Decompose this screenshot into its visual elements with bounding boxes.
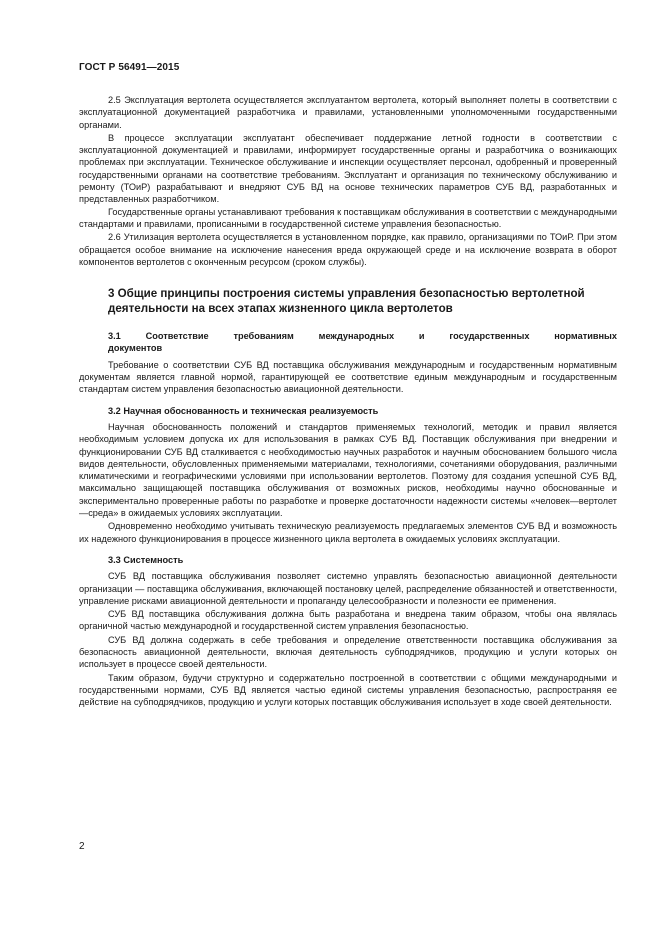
- paragraph-3-3-b: СУБ ВД поставщика обслуживания должна быть разработана и внедрена таким образом, чтобы она являлась органичной частью международной и государственной систем управления безопасностью.: [79, 609, 617, 632]
- subsection-3-1-title-line1: 3.1 Соответствие требованиям международных и государственных нормативных: [108, 331, 617, 342]
- paragraph-3-2-b: Одновременно необходимо учитывать техническую реализуемость предлагаемых элементов СУБ ВД и возможность их надежного функционирования в процессе жизненного цикла вертолета в ожидаемых условиях эксплуатации.: [79, 521, 617, 544]
- subsection-3-2-title: 3.2 Научная обоснованность и техническая реализуемость: [108, 405, 379, 416]
- paragraph-3-3-a: СУБ ВД поставщика обслуживания позволяет системно управлять безопасностью авиационной деятельности организации — поставщика обслуживания, включающей постановку целей, распределение обязанностей и ответственности, управление рисками авиационной деятельности и пропаганду целесообразности и полезности ее применения.: [79, 571, 617, 606]
- paragraph-3-3-c: СУБ ВД должна содержать в себе требования и определение ответственности поставщика обслуживания за безопасность авиационной деятельности, включая деятельность субподрядчиков, продукцию и услуги которых он использует в процессе своей деятельности.: [79, 634, 617, 670]
- document-header-standard: ГОСТ Р 56491—2015: [79, 62, 180, 73]
- subsection-3-3-title: 3.3 Системность: [108, 554, 184, 565]
- page-number: 2: [79, 841, 85, 852]
- paragraph-3-3-d: Таким образом, будучи структурно и содержательно построенной в соответствии с общими международными и государственными нормами, СУБ ВД является частью единой системы управления безопасностью, распространяя ее действие на субподрядчиков, продукцию и услуги которых поставщик обслуживания использует в ходе своей деятельности.: [79, 672, 617, 708]
- document-body: [79, 94, 617, 708]
- paragraph-2-6: 2.6 Утилизация вертолета осуществляется в установленном порядке, как правило, организациями по ТОиР. При этом обращается особое внимание на исключение нанесения вреда окружающей среде и на исключение возврата в оборот компонентов вертолетов с оконченным ресурсом (сроком службы).: [79, 232, 617, 267]
- paragraph-2-5: 2.5 Эксплуатация вертолета осуществляется эксплуатантом вертолета, который выполняет полеты в соответствии с эксплуатационной документацией разработчика и правилами, установленными уполномоченными государственными органами.: [79, 95, 617, 130]
- subsection-3-1-title-line2: документов: [108, 343, 163, 354]
- paragraph-state-bodies: Государственные органы устанавливают требования к поставщикам обслуживания в соответствии с международными стандартами и правилами, прописанными в государственной системе управления безопасностью.: [79, 206, 617, 229]
- paragraph-3-1: Требование о соответствии СУБ ВД поставщика обслуживания международным и государственным нормативным документам является главной нормой, гарантирующей ее соответствие единым международным и государственным стандартам систем управления безопасностью авиационной деятельности.: [79, 359, 617, 395]
- paragraph-3-2-a: Научная обоснованность положений и стандартов применяемых технологий, методик и правил является необходимым условием допуска их для использования в рамках СУБ ВД. Поставщик обслуживания при внедрении и функционировании СУБ ВД сталкивается с необходимостью научных разработок и научным обоснованием большого числа видов деятельности, обусловленных применяемыми материалами, технологиями, сочетаниями оборудования, различными климатическими и географическими условиями при использовании вертолетов. Поэтому для создания успешной СУБ ВД, максимально защищающей поставщика обслуживания от возможных рисков, необходимы научно обоснованные и экспериментально проверенные работы по разработке и проверке достаточности надежности системы «человек—вертолет—среда» в ожидаемых условиях эксплуатации.: [79, 421, 617, 519]
- paragraph-operation: В процессе эксплуатации эксплуатант обеспечивает поддержание летной годности в соответствии с эксплуатационной документацией и правилами, информирует государственные органы и разработчика о возникающих проблемах при эксплуатации. Техническое обслуживание и инспекции осуществляет персонал, одобренный и проверенный государственными органами на соответствие требованиям. Эксплуатант и организация по техническому обслуживанию и ремонту (ТОиР) разрабатывают и внедряют СУБ ВД на основе технических параметров СУБ ВД, разработанных и представленных разработчиком.: [79, 132, 617, 205]
- subsection-3-1-title: [108, 330, 617, 355]
- section-3-title: 3 Общие принципы построения системы управления безопасностью вертолетной деятельности на всех этапах жизненного цикла вертолетов: [108, 287, 585, 316]
